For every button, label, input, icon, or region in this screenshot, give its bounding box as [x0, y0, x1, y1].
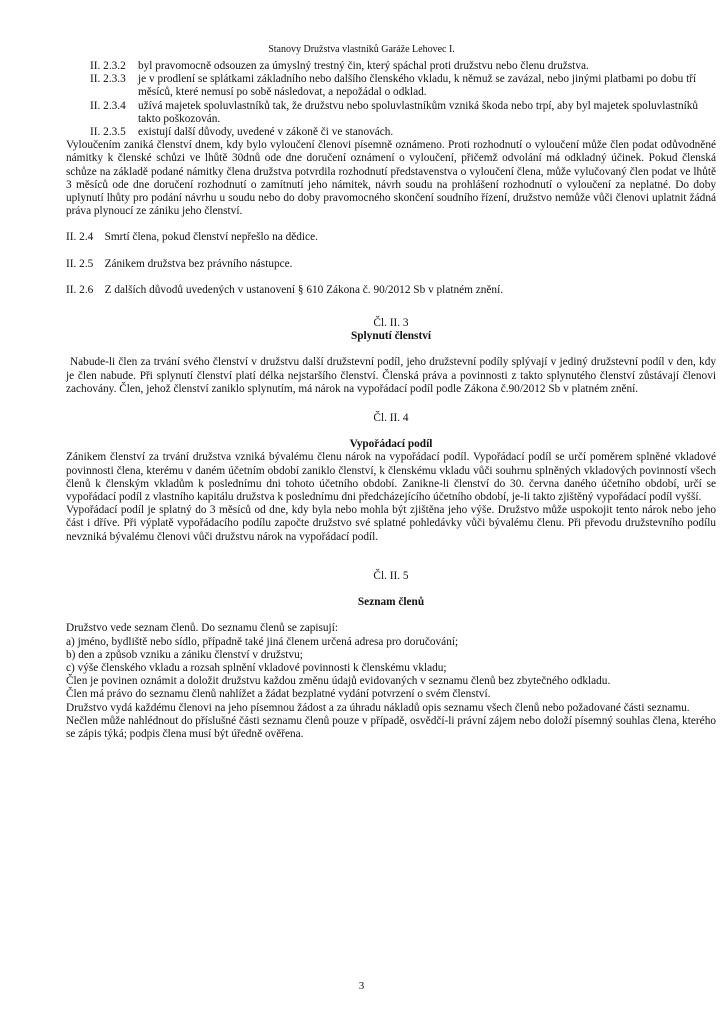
article-paragraph: Družstvo vydá každému členovi na jeho písemnou žádost a za úhradu nákladů opis seznamu všech členů nebo požadované části seznamu. [66, 701, 690, 714]
article-title: Splynutí členství [350, 330, 432, 343]
clause-2-6: II. 2.6 Z dalších důvodů uvedených v ustanovení § 610 Zákona č. 90/2012 Sb v platném znění. [66, 283, 504, 296]
list-line: Družstvo vede seznam členů. Do seznamu členů se zapisují: [66, 622, 338, 635]
article-heading: Čl. II. 4 [373, 412, 409, 425]
exclusion-paragraph: Vyloučením zaniká členství dnem, kdy bylo vyloučení členovi písemně oznámeno. Proti rozhodnutí o vyloučení může člen podat odůvodněné námitky k členské schůzi ve lhůtě 30dnů ode dne doručení oznámení o vyloučení, přičemž odvolání má odkladný účinek. Pokud členská schůze na základě podané námitky člena družstva potvrdila rozhodnutí představenstva o vyloučení člena, může vylučovaný člen podat ve lhůtě 3 měsíců ode dne doručení rozhodnutí o zamítnutí jeho námitek, návrh soudu na prohlášení rozhodnutí o vyloučení za neplatné. Do doby uplynutí lhůty pro podání návrhu u soudu nebo do doby pravomocného skončení soudního řízení, družstvo nemůže vůči členovi uplatnit žádná práva plynoucí ze zániku jeho členství. [66, 139, 716, 218]
clause-2-5: II. 2.5 Zánikem družstva bez právního nástupce. [66, 257, 293, 270]
subclause-number: II. 2.3.4 [90, 99, 126, 112]
subclause-number: II. 2.3.3 [90, 73, 126, 86]
page-body [66, 60, 716, 741]
subclause-number: II. 2.3.2 [90, 60, 126, 72]
list-line: b) den a způsob vzniku a zániku členství v družstvu; [66, 648, 303, 661]
subclause [66, 126, 716, 139]
list-line: a) jméno, bydliště nebo sídlo, případně také jiná členem určená adresa pro doručování; [66, 635, 459, 648]
subclause-text: byl pravomocně odsouzen za úmyslný trestný čin, který spáchal proti družstvu nebo členu družstva. [138, 60, 589, 72]
list-line: Člen má právo do seznamu členů nahlížet a žádat bezplatné vydání potvrzení o svém členství. [66, 688, 491, 701]
subclause [66, 73, 716, 99]
article-paragraph: Nabude-li člen za trvání svého členství v družstvu další družstevní podíl, jeho družstevní podíly splývají v jediný družstevní podíl v den, kdy je člen nabude. Při splynutí členství platí délka nejstaršího členství. Členská práva a povinnosti z takto splynutého členství zůstávají členovi zachovány. Člen, jehož členství zaniklo splynutím, má nárok na vypořádací podíl podle Zákona č.90/2012 Sb v platném znění. [66, 356, 716, 395]
page-number: 3 [358, 980, 365, 992]
article-title: Vypořádací podíl [349, 438, 433, 451]
subclause-text: je v prodlení se splátkami základního nebo dalšího členského vkladu, k němuž se zavázal, nebo jinými platbami po dobu tří měsíců, které nemusí po sobě následovat, a nepožádal o odklad. [138, 73, 697, 99]
subclause-text: užívá majetek spoluvlastníků tak, že družstvu nebo spoluvlastníkům vzniká škoda nebo trpí, aby byl majetek spoluvlastníků takto poškozován. [138, 99, 699, 125]
subclause-text: existují další důvody, uvedené v zákoně či ve stanovách. [138, 126, 394, 139]
list-line: Člen je povinen oznámit a doložit družstvu každou změnu údajů evidovaných v seznamu členů bez zbytečného odkladu. [66, 675, 611, 688]
article-title: Seznam členů [357, 596, 425, 609]
article-paragraph: Zánikem členství za trvání družstva vzniká bývalému členu nárok na vypořádací podíl. Vypořádací podíl se určí poměrem splněné vkladové povinnosti člena, kterému v daném účetním období zaniklo členství, k členskému vkladu vůči souhrnu splněných vkladových povinností všech členů k členským vkladům k poslednímu dni tohoto účetního období. Zanikne-li členství do 30. června daného účetního období, určí se vypořádací podíl z vlastního kapitálu družstva k poslednímu dni předcházejícího účetního období, je-li takto zjištěný vypořádací podíl vyšší. [66, 451, 716, 504]
article-heading: Čl. II. 3 [373, 317, 409, 330]
subclause-number: II. 2.3.5 [90, 126, 126, 139]
article-heading: Čl. II. 5 [373, 569, 409, 582]
article-paragraph: Vypořádací podíl je splatný do 3 měsíců od dne, kdy byla nebo mohla být zjištěna jeho výše. Družstvo může uspokojit tento nárok nebo jeho část i dříve. Při výplatě vypořádacího podílu započte družstvo své splatné pohledávky vůči bývalému členu. Při převodu družstevního podílu nevzniká bývalému členovi vůči družstvu nárok na vypořádací podíl. [66, 504, 716, 543]
article-paragraph: Nečlen může nahlédnout do příslušné části seznamu členů pouze v případě, osvědčí-li právní zájem nebo doloží písemný souhlas člena, kterého se zápis týká; podpis člena musí být úředně ověřena. [66, 714, 716, 740]
subclause [66, 100, 716, 126]
list-line: c) výše členského vkladu a rozsah splnění vkladové povinnosti k členskému vkladu; [66, 661, 447, 674]
clause-2-4: II. 2.4 Smrtí člena, pokud členství nepřešlo na dědice. [66, 231, 318, 244]
subclause [66, 60, 716, 73]
running-header: Stanovy Družstva vlastníků Garáže Lehovec I. [268, 44, 455, 55]
